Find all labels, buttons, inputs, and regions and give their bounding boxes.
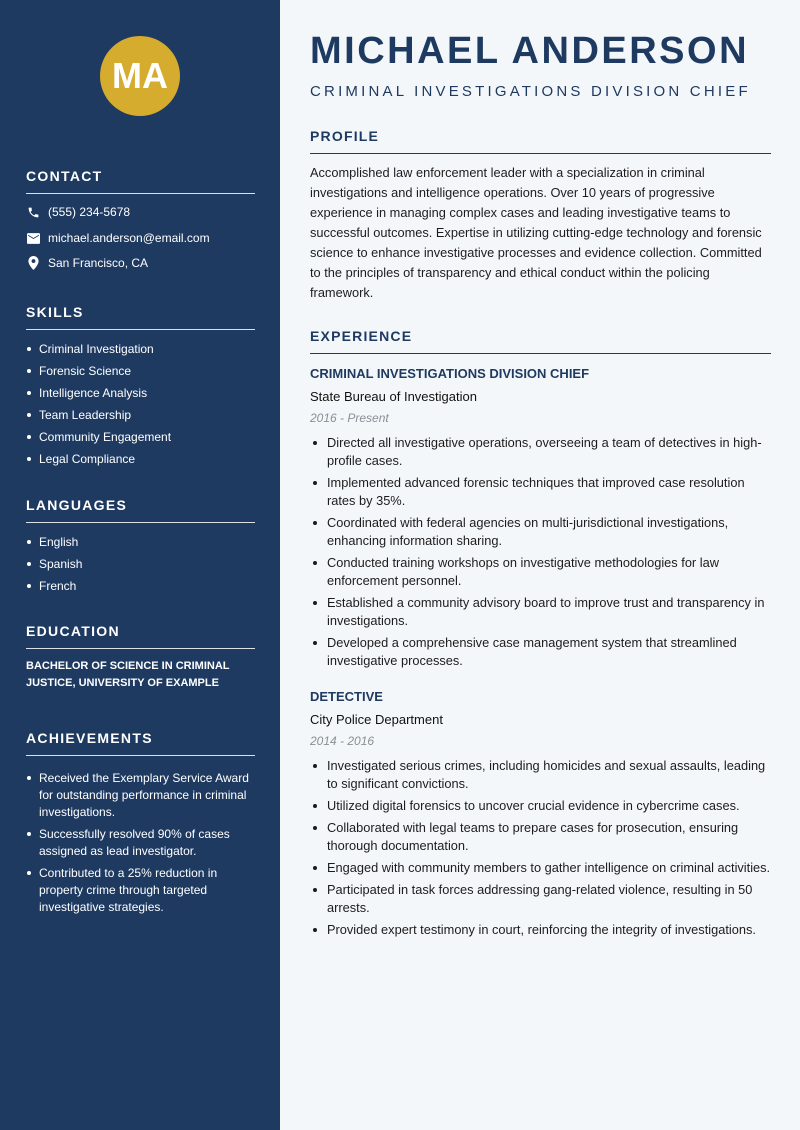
- achievements-heading: ACHIEVEMENTS: [26, 730, 255, 756]
- job-bullet: Provided expert testimony in court, reinforcing the integrity of investigations.: [310, 921, 772, 939]
- job-bullet: Investigated serious crimes, including homicides and sexual assaults, leading to significant convictions.: [310, 757, 772, 793]
- experience-heading: EXPERIENCE: [310, 328, 771, 354]
- skills-list: [26, 341, 258, 473]
- languages-heading: LANGUAGES: [26, 497, 255, 523]
- contact-phone: [26, 203, 130, 221]
- skill-item: Intelligence Analysis: [26, 385, 258, 407]
- contact-location: [26, 254, 148, 272]
- job-bullet: Collaborated with legal teams to prepare cases for prosecution, ensuring thorough documentation.: [310, 819, 772, 855]
- email-text[interactable]: michael.anderson@email.com: [48, 231, 210, 245]
- email-icon: [26, 231, 40, 245]
- profile-text: Accomplished law enforcement leader with a specialization in criminal investigations and intelligence operations. Over 10 years of progressive experience in managing complex cases and leading investigative teams to successful outcomes. Expertise in utilizing cutting-edge technology and forensic science to enhance investigative processes and evidence collection. Committed to the principles of transparency and ethical conduct within the policing framework.: [310, 165, 762, 300]
- language-item: Spanish: [26, 556, 258, 578]
- skill-item: Community Engagement: [26, 429, 258, 451]
- job-bullet: Participated in task forces addressing gang-related violence, resulting in 50 arrests.: [310, 881, 772, 917]
- skills-heading: SKILLS: [26, 304, 255, 330]
- location-pin-icon: [26, 256, 40, 270]
- job-bullet: Directed all investigative operations, overseeing a team of detectives in high-profile cases.: [310, 434, 772, 470]
- contact-email: [26, 229, 210, 247]
- language-item: English: [26, 534, 258, 556]
- job-bullet: Coordinated with federal agencies on multi-jurisdictional investigations, enhancing information sharing.: [310, 514, 772, 550]
- job-dates: 2014 - 2016: [310, 734, 375, 748]
- avatar-initials: MA: [100, 36, 180, 116]
- skill-item: Forensic Science: [26, 363, 258, 385]
- achievement-item: Received the Exemplary Service Award for outstanding performance in criminal investigations.: [26, 770, 258, 821]
- education-degree: BACHELOR OF SCIENCE IN CRIMINAL JUSTICE, UNIVERSITY OF EXAMPLE: [26, 660, 230, 689]
- candidate-title: CRIMINAL INVESTIGATIONS DIVISION CHIEF: [310, 83, 751, 100]
- job-bullet: Utilized digital forensics to uncover crucial evidence in cybercrime cases.: [310, 797, 772, 815]
- skill-item: Criminal Investigation: [26, 341, 258, 363]
- job-bullet: Developed a comprehensive case management system that streamlined investigative processes.: [310, 634, 772, 670]
- sidebar: [0, 0, 280, 1130]
- contact-heading: CONTACT: [26, 168, 255, 194]
- candidate-name: MICHAEL ANDERSON: [310, 30, 750, 72]
- job-title: CRIMINAL INVESTIGATIONS DIVISION CHIEF: [310, 366, 590, 381]
- job-company: City Police Department: [310, 712, 443, 727]
- job-bullets: [310, 434, 772, 674]
- job-company: State Bureau of Investigation: [310, 389, 477, 404]
- location-text: San Francisco, CA: [48, 256, 149, 270]
- languages-list: [26, 534, 258, 600]
- achievements-list: [26, 770, 258, 921]
- job-bullet: Established a community advisory board to improve trust and transparency in investigations.: [310, 594, 772, 630]
- job-bullet: Engaged with community members to gather intelligence on criminal activities.: [310, 859, 772, 877]
- skill-item: Team Leadership: [26, 407, 258, 429]
- language-item: French: [26, 578, 258, 600]
- education-heading: EDUCATION: [26, 623, 255, 649]
- achievement-item: Contributed to a 25% reduction in property crime through targeted investigative strategies.: [26, 865, 258, 916]
- skill-item: Legal Compliance: [26, 451, 258, 473]
- job-dates: 2016 - Present: [310, 411, 389, 425]
- phone-text[interactable]: (555) 234-5678: [48, 205, 131, 219]
- job-bullet: Conducted training workshops on investigative methodologies for law enforcement personnel.: [310, 554, 772, 590]
- achievement-item: Successfully resolved 90% of cases assigned as lead investigator.: [26, 826, 258, 860]
- profile-heading: PROFILE: [310, 128, 771, 154]
- job-title: DETECTIVE: [310, 689, 383, 704]
- phone-icon: [26, 205, 40, 219]
- job-bullet: Implemented advanced forensic techniques that improved case resolution rates by 35%.: [310, 474, 772, 510]
- job-bullets: [310, 757, 772, 943]
